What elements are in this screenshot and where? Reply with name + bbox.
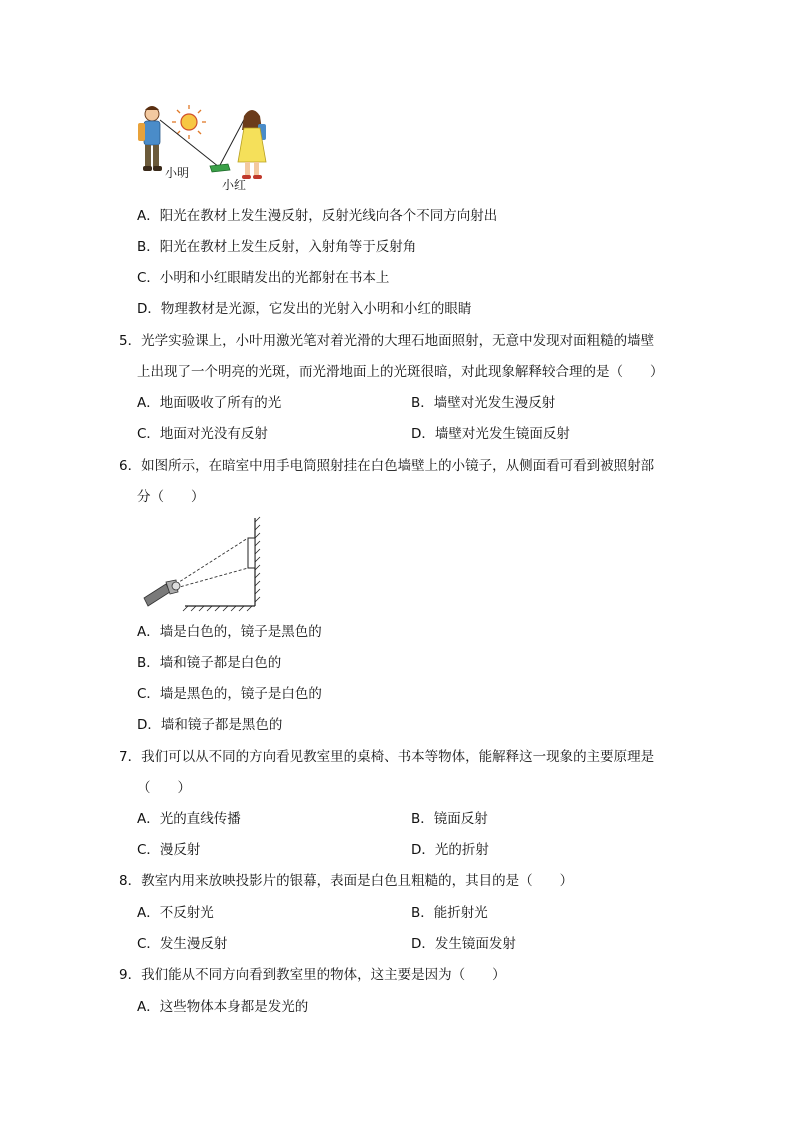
- q5-option-a: A．地面吸收了所有的光: [137, 395, 282, 411]
- q8-stem-line-1: 8．教室内用来放映投影片的银幕，表面是白色且粗糙的，其目的是（ ）: [119, 873, 574, 889]
- boy-illustration: [138, 106, 162, 171]
- q6-option-d: D．墙和镜子都是黑色的: [137, 717, 283, 733]
- boy-label: 小明: [165, 166, 190, 180]
- q8-option-c: C．发生漫反射: [137, 936, 228, 952]
- q7-option-c: C．漫反射: [137, 842, 201, 858]
- q8-option-d: D．发生镜面发射: [411, 936, 516, 952]
- q4-option-b: B．阳光在教材上发生反射，入射角等于反射角: [137, 239, 417, 255]
- q6-option-c: C．墙是黑色的，镜子是白色的: [137, 686, 322, 702]
- q5-option-b: B．墙壁对光发生漫反射: [411, 395, 556, 411]
- q7-option-b: B．镜面反射: [411, 811, 488, 827]
- q5-stem-line-2: 上出现了一个明亮的光斑，而光滑地面上的光斑很暗，对此现象解释较合理的是（ ）: [137, 364, 664, 380]
- q6-figure: [140, 514, 265, 612]
- girl-label: 小红: [222, 178, 247, 192]
- book-illustration: [210, 164, 230, 172]
- q4-figure: [132, 100, 282, 195]
- q9-stem-line-1: 9．我们能从不同方向看到教室里的物体，这主要是因为（ ）: [119, 967, 506, 983]
- q5-option-c: C．地面对光没有反射: [137, 426, 268, 442]
- q6-stem-line-1: 6．如图所示，在暗室中用手电筒照射挂在白色墙壁上的小镜子，从侧面看可看到被照射部: [119, 458, 655, 474]
- q4-option-d: D．物理教材是光源，它发出的光射入小明和小红的眼睛: [137, 301, 472, 317]
- mirror-illustration: [248, 538, 255, 568]
- q7-option-a: A．光的直线传播: [137, 811, 241, 827]
- flashlight-illustration: [144, 580, 180, 606]
- q5-stem-line-1: 5．光学实验课上，小叶用激光笔对着光滑的大理石地面照射，无意中发现对面粗糙的墙壁: [119, 333, 655, 349]
- q6-option-b: B．墙和镜子都是白色的: [137, 655, 282, 671]
- q8-option-a: A．不反射光: [137, 905, 214, 921]
- q5-option-d: D．墙壁对光发生镜面反射: [411, 426, 570, 442]
- q6-figure-drawing: [140, 514, 265, 612]
- q8-option-b: B．能折射光: [411, 905, 488, 921]
- q4-option-c: C．小明和小红眼睛发出的光都射在书本上: [137, 270, 390, 286]
- q7-stem-line-2: （ ）: [137, 780, 191, 796]
- q6-stem-line-2: 分（ ）: [137, 489, 205, 505]
- q7-option-d: D．光的折射: [411, 842, 489, 858]
- q6-option-a: A．墙是白色的，镜子是黑色的: [137, 624, 322, 640]
- q7-stem-line-1: 7．我们可以从不同的方向看见教室里的桌椅、书本等物体，能解释这一现象的主要原理是: [119, 749, 655, 765]
- girl-illustration: [238, 110, 266, 179]
- q9-option-a: A．这些物体本身都是发光的: [137, 999, 309, 1015]
- q4-option-a: A．阳光在教材上发生漫反射，反射光线向各个不同方向射出: [137, 208, 498, 224]
- q4-figure-drawing: [132, 100, 282, 195]
